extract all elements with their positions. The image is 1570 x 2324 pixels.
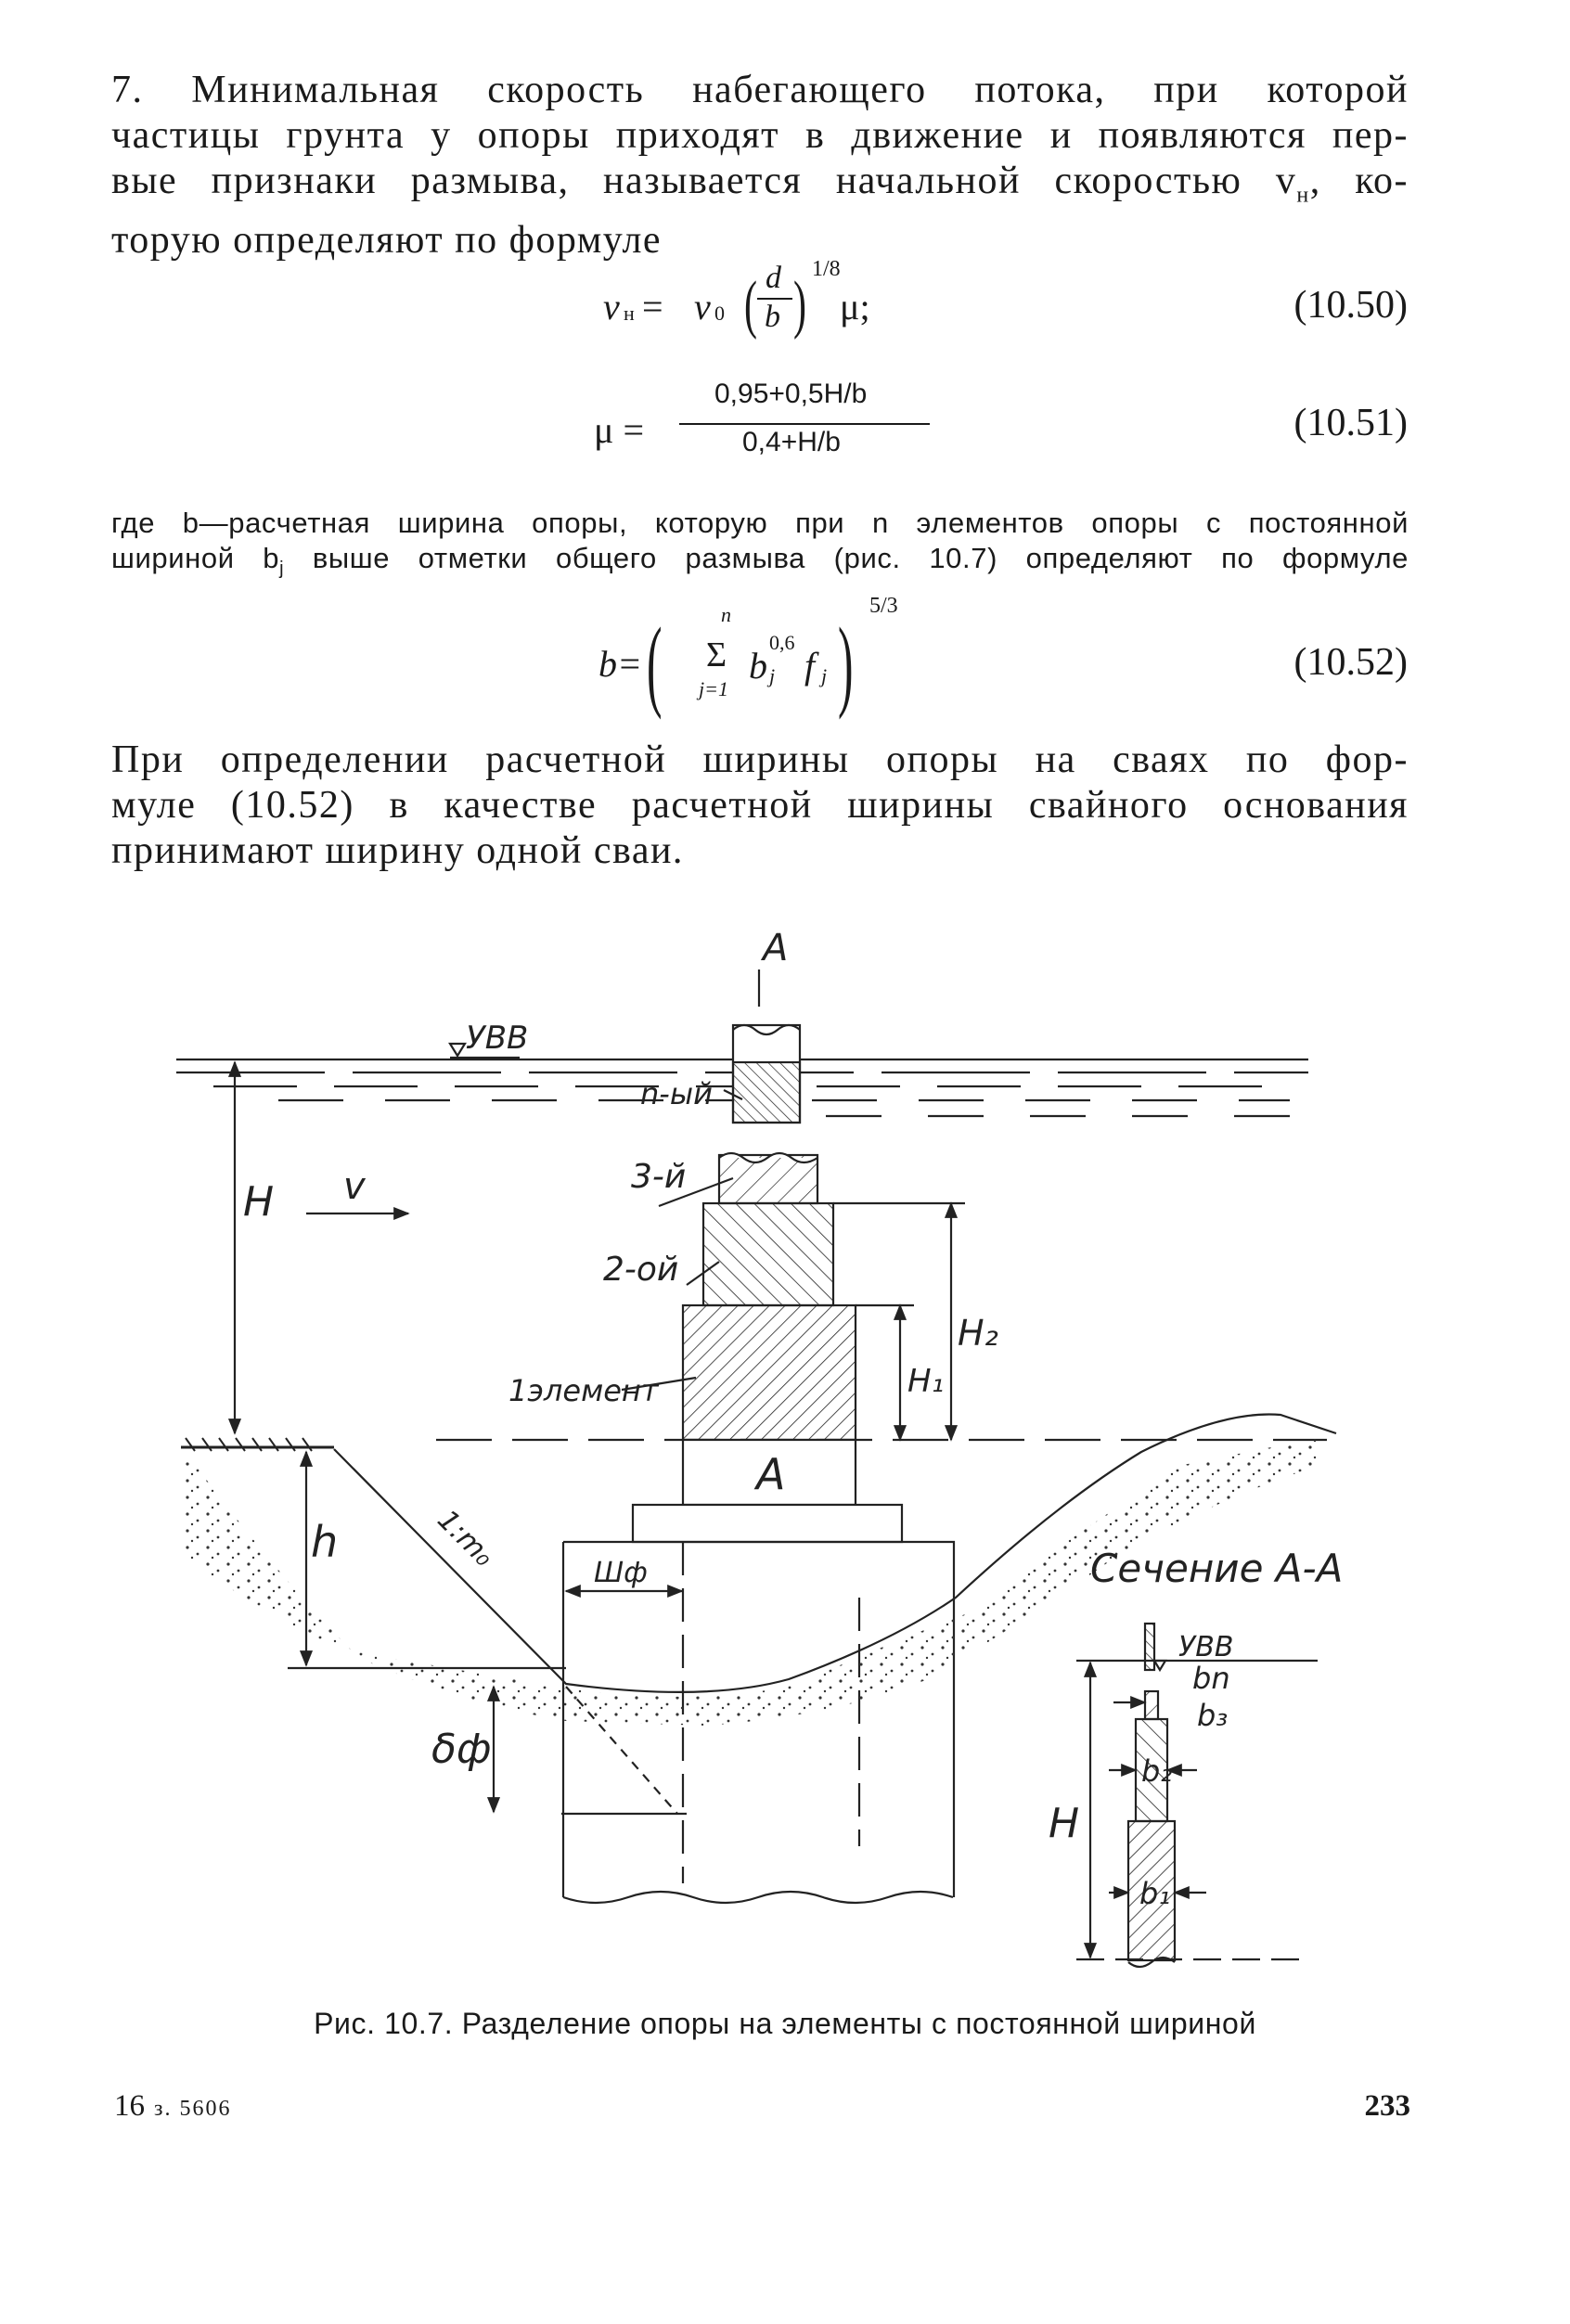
figure-caption: Рис. 10.7. Разделение опоры на элементы с постоянной шириной	[314, 2007, 1256, 2040]
eq2-number: (10.51)	[1293, 402, 1408, 444]
equation-10-50	[603, 257, 974, 357]
eq2-den: 0,4+H/b	[742, 427, 841, 457]
eq3-sum-bottom: j=1	[699, 677, 728, 700]
eq1-lhs-sub: н	[624, 302, 635, 325]
pier-block-2	[703, 1203, 833, 1305]
pile-line-1: При определении расчетной ширины опоры на сваях по фор-	[111, 738, 1409, 781]
page-number: 233	[1364, 2089, 1410, 2123]
eq1-v0: v	[694, 286, 711, 327]
eq1-lhs: v	[603, 286, 620, 327]
eq1-den: b	[765, 300, 780, 334]
eq1-number: (10.50)	[1293, 284, 1408, 327]
section-b1: b₁	[1139, 1876, 1171, 1911]
intro-paragraph	[111, 68, 1409, 263]
label-df: δф	[431, 1726, 492, 1773]
eq1-num: d	[766, 261, 781, 295]
eq1-tail: μ;	[840, 286, 870, 327]
eq2-lhs: μ =	[594, 409, 645, 451]
uvv-marker	[450, 1044, 465, 1056]
label-n: n-ый	[640, 1076, 713, 1111]
section-title: Сечение А-А	[1090, 1546, 1344, 1591]
eq3-f-sub: j	[821, 664, 828, 687]
intro-line-2: частицы грунта у опоры приходят в движение и появляются пер-	[111, 114, 1409, 157]
intro-line-3-sub: н	[1296, 183, 1310, 208]
label-H: H	[243, 1178, 275, 1226]
label-1: 1элемент	[508, 1373, 659, 1408]
where-line-1: где b—расчетная ширина опоры, которую при n элементов опоры с постоянной	[111, 507, 1409, 539]
where-line-2	[111, 541, 1409, 586]
label-H1: H₁	[907, 1363, 945, 1400]
eq3-exp: 5/3	[869, 594, 898, 618]
pier-plinth	[633, 1505, 902, 1542]
label-v: v	[343, 1165, 366, 1208]
pier-figure	[0, 909, 1570, 2050]
intro-line-1: 7. Минимальная скорость набегающего потока, при которой	[111, 69, 1409, 111]
pile-paragraph	[111, 738, 1409, 874]
equation-10-51	[594, 379, 965, 471]
where-line-2-end: выше отметки общего размыва (рис. 10.7) определяют по формуле	[284, 542, 1409, 574]
eq1-exp: 1/8	[812, 257, 841, 281]
label-uvv: УВВ	[466, 1020, 529, 1057]
label-3: 3-й	[631, 1158, 687, 1196]
section-bn: bn	[1192, 1661, 1230, 1696]
label-a-top: A	[763, 927, 789, 969]
eq3-rparen: )	[838, 607, 854, 720]
eq3-body-sub: j	[769, 664, 776, 687]
intro-line-4: торую определяют по формуле	[111, 219, 663, 263]
equation-10-52	[598, 594, 970, 724]
eq3-lparen: (	[647, 607, 663, 720]
eq1-lparen: (	[744, 269, 757, 340]
eq1-v0-sub: 0	[714, 302, 725, 325]
eq3-body-exp: 0,6	[769, 631, 795, 654]
eq3-body: b	[749, 645, 767, 687]
eq1-eq: =	[642, 286, 663, 327]
intro-line-3-end: , ко-	[1309, 160, 1409, 202]
where-line-2-sub: j	[279, 559, 285, 580]
label-slope: 1:m₀	[431, 1503, 500, 1573]
section-H: H	[1049, 1800, 1080, 1847]
label-2: 2-ой	[603, 1251, 679, 1289]
pier-block-n	[733, 1062, 800, 1123]
pile-line-2: муле (10.52) в качестве расчетной ширины свайного основания	[111, 784, 1409, 827]
section-b2: b₂	[1141, 1753, 1173, 1789]
eq1-rparen: )	[793, 269, 806, 340]
label-H2: H₂	[958, 1313, 998, 1354]
footer-order: з. 5606	[154, 2097, 232, 2121]
footer-signature	[114, 2089, 231, 2124]
label-shf: Шф	[594, 1557, 648, 1589]
intro-line-3-text: вые признаки размыва, называется начальной скоростью v	[111, 160, 1297, 202]
eq3-sum-top: n	[721, 603, 731, 626]
where-paragraph	[111, 506, 1409, 586]
pile-line-3: принимают ширину одной сваи.	[111, 829, 684, 872]
where-line-2-text: шириной b	[111, 542, 280, 574]
eq3-lhs: b=	[598, 643, 642, 685]
footer-sheet: 16	[114, 2089, 145, 2123]
intro-line-3	[111, 159, 1409, 218]
label-h: h	[311, 1517, 339, 1567]
section-uvv: УВВ	[1178, 1631, 1234, 1663]
eq3-sum-sign: Σ	[706, 636, 727, 674]
pier-block-1	[683, 1305, 856, 1440]
foundation-break	[563, 1892, 953, 1903]
section-b3: b₃	[1197, 1698, 1229, 1733]
eq2-fraction-bar	[679, 423, 930, 425]
eq3-number: (10.52)	[1293, 641, 1408, 684]
eq2-num: 0,95+0,5H/b	[714, 379, 868, 409]
eq3-f: f	[804, 645, 816, 687]
label-ia: A	[756, 1449, 786, 1499]
